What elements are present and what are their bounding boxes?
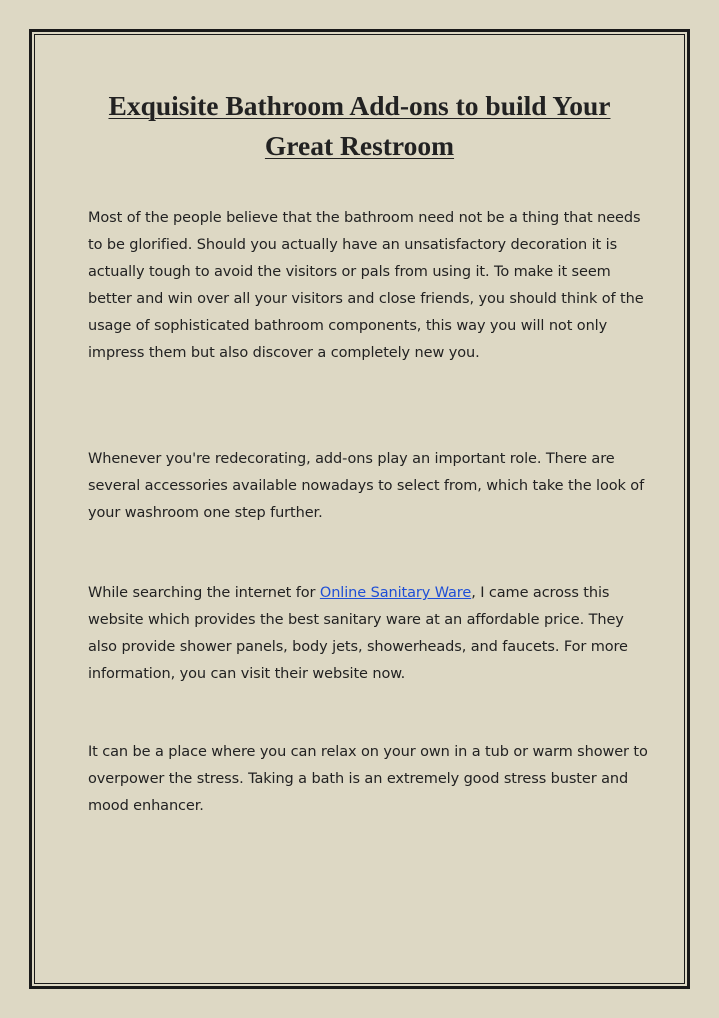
title-line-1: Exquisite Bathroom Add-ons to build Your	[108, 90, 611, 121]
paragraph-sanitary-ware	[88, 580, 648, 688]
title-line-2: Great Restroom	[264, 130, 455, 161]
paragraph-add-ons: Whenever you're redecorating, add-ons play an important role. There are several accessories available nowadays to select from, which take the look of your washroom one step further.	[88, 451, 645, 521]
paragraph-intro: Most of the people believe that the bathroom need not be a thing that needs to be glorified. Should you actually have an unsatisfactory decoration it is actually tough to avoid the visitors or pals from using it. To make it seem better and win over all your visitors and close friends, you should think of the usage of sophisticated bathroom components, this way you will not only impress them but also discover a completely new you.	[88, 210, 644, 361]
online-sanitary-ware-link[interactable]: Online Sanitary Ware	[319, 585, 472, 601]
paragraph-relax: It can be a place where you can relax on your own in a tub or warm shower to overpower the stress. Taking a bath is an extremely good stress buster and mood enhancer.	[88, 744, 648, 814]
paragraph-text-after-link: , I came across this website which provides the best sanitary ware at an affordable price. They also provide shower panels, body jets, showerheads, and faucets. For more information, you can visit their website now.	[88, 585, 628, 682]
paragraph-text-before-link: While searching the internet for	[88, 585, 320, 601]
document-title	[60, 86, 659, 166]
